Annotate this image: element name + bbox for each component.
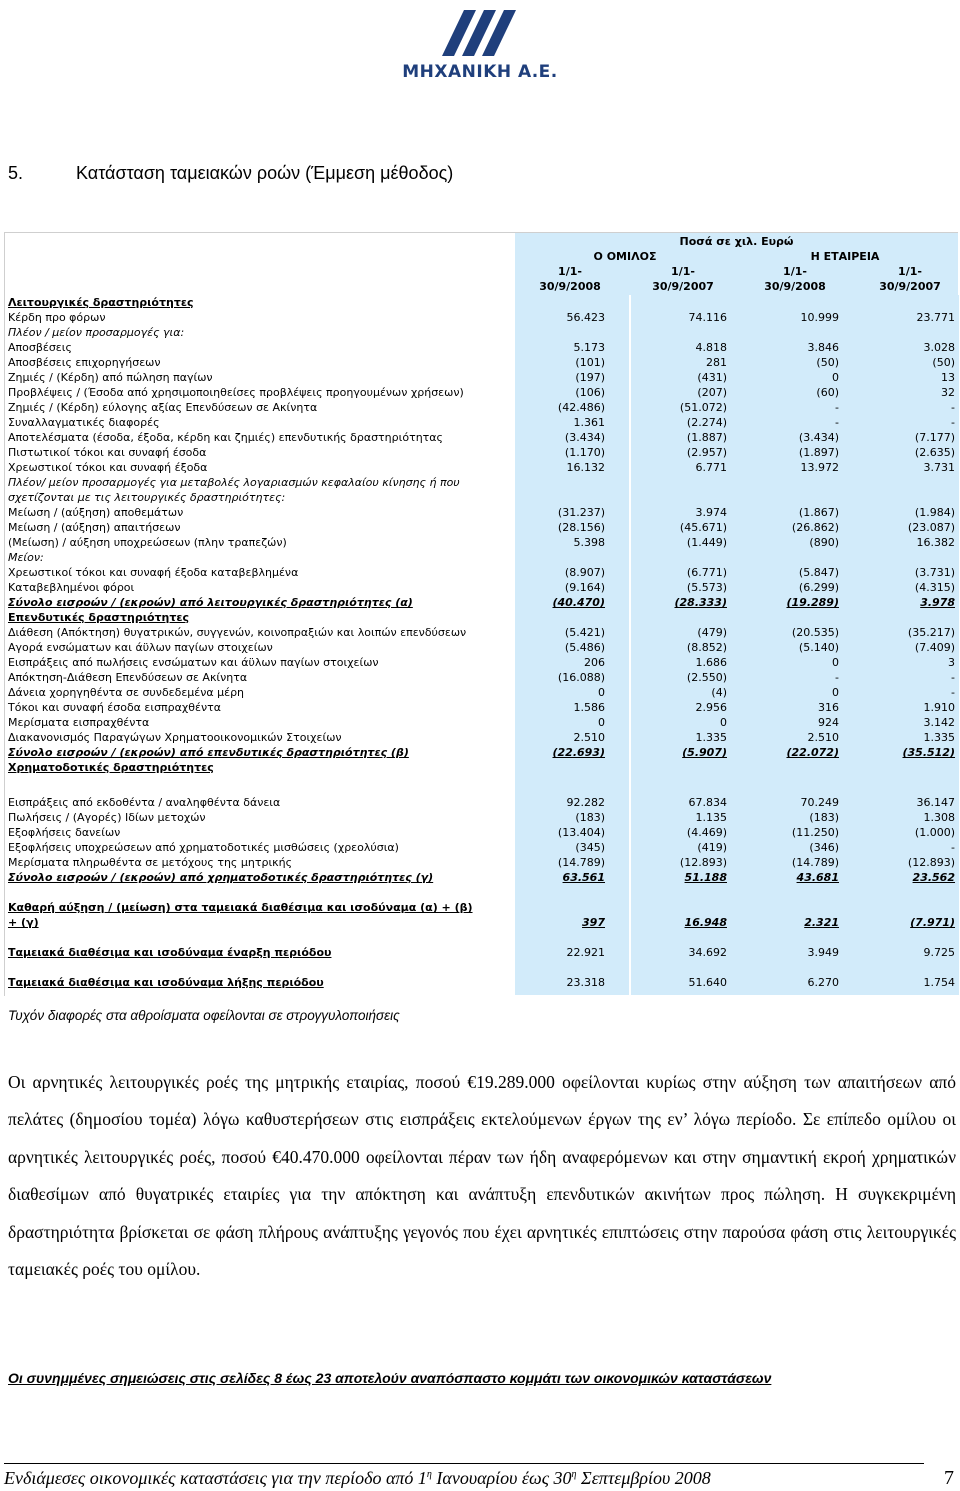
value-cell: 32 [941,386,955,399]
value-cell: (1.867) [798,506,839,519]
value-cell: 16.948 [684,916,727,929]
row-label: Ζημιές / (Κέρδη) από πώληση παγίων [8,371,213,384]
value-cell: (197) [575,371,605,384]
table-row [5,430,958,445]
value-cell: (14.789) [557,856,605,869]
company-logo [380,6,580,84]
value-cell: (50) [816,356,839,369]
value-cell: 4.818 [695,341,727,354]
value-cell: (890) [809,536,839,549]
section-heading: Κατάσταση ταμειακών ροών (Έμμεση μέθοδος) [76,163,454,183]
value-cell: (22.693) [552,746,605,759]
value-cell: (5.486) [564,641,605,654]
value-cell: (5.140) [798,641,839,654]
value-cell: (60) [816,386,839,399]
value-cell: (7.177) [914,431,955,444]
table-row [5,975,958,990]
table-row [5,810,958,825]
row-label: Πλέον/ μείον προσαρμογές για μεταβολές λογαριασμών κεφαλαίου κίνησης ή που [8,476,460,489]
row-label: Καθαρή αύξηση / (μείωση) στα ταμειακά διαθέσιμα και ισοδύναμα (α) + (β) [8,901,473,914]
value-cell: - [951,401,955,414]
value-cell: (22.072) [786,746,839,759]
row-label: + (γ) [8,916,39,929]
row-label: Σύνολο εισροών / (εκροών) από χρηματοδοτικές δραστηριότητες (γ) [8,871,434,884]
table-row [5,505,958,520]
value-cell: (2.957) [686,446,727,459]
footer-text [4,1468,711,1489]
row-label: Πλέον / μείον προσαρμογές για: [8,326,185,339]
value-cell: (8.907) [564,566,605,579]
value-cell: (1.887) [686,431,727,444]
row-label: Επενδυτικές δραστηριότητες [8,611,190,624]
table-row [5,610,958,625]
table-row [5,730,958,745]
value-cell: (23.087) [907,521,955,534]
value-cell: 1.335 [695,731,727,744]
value-cell: (35.217) [907,626,955,639]
table-row [5,840,958,855]
value-cell: 1.135 [695,811,727,824]
value-cell: 2.510 [807,731,839,744]
table-row [5,945,958,960]
value-cell: 23.318 [566,976,605,989]
value-cell: (2.635) [914,446,955,459]
table-row [5,700,958,715]
company-label: Η ΕΤΑΙΡΕΙΑ [810,250,880,263]
value-cell: 1.686 [695,656,727,669]
row-label: Μερίσματα πληρωθέντα σε μετόχους της μητρικής [8,856,293,869]
row-label: Συναλλαγματικές διαφορές [8,416,160,429]
column-header: 1/1- [898,265,922,278]
value-cell: (4.315) [914,581,955,594]
column-header: 1/1- [671,265,695,278]
table-row [5,685,958,700]
column-header: 30/9/2007 [879,280,941,293]
value-cell: (42.486) [557,401,605,414]
table-row [5,640,958,655]
value-cell: (1.170) [564,446,605,459]
table-row [5,490,958,505]
value-cell: - [835,416,839,429]
value-cell: 3.974 [695,506,727,519]
value-cell: (207) [697,386,727,399]
value-cell: (3.731) [914,566,955,579]
value-cell: 34.692 [688,946,727,959]
value-cell: - [835,401,839,414]
value-cell: (5.907) [682,746,727,759]
column-header: 1/1- [783,265,807,278]
table-row [5,915,958,930]
value-cell: 3.028 [923,341,955,354]
table-row [5,385,958,400]
value-cell: 13.972 [800,461,839,474]
value-cell: 3 [948,656,955,669]
row-label: Χρηματοδοτικές δραστηριότητες [8,761,214,774]
value-cell: 1.754 [923,976,955,989]
value-cell: 22.921 [566,946,605,959]
row-label: Σύνολο εισροών / (εκροών) από λειτουργικές δραστηριότητες (α) [8,596,413,609]
table-row [5,340,958,355]
value-cell: 3.142 [923,716,955,729]
cash-flow-table [4,232,958,996]
footer-superscript: η [426,1469,432,1480]
table-row [5,670,958,685]
table-row [5,415,958,430]
section-number: 5. [8,163,24,183]
value-cell: (8.852) [686,641,727,654]
row-label: Εισπράξεις από πωλήσεις ενσώματων και άϋλων παγίων στοιχείων [8,656,379,669]
row-label: Απόκτηση-Διάθεση Επενδύσεων σε Ακίνητα [8,671,248,684]
value-cell: (19.289) [786,596,839,609]
row-label: Αποσβέσεις [8,341,72,354]
value-cell: 10.999 [800,311,839,324]
value-cell: 3.846 [807,341,839,354]
value-cell: (7.971) [910,916,955,929]
row-label: Μείωση / (αύξηση) αποθεμάτων [8,506,184,519]
value-cell: 3.731 [923,461,955,474]
row-label: Μερίσματα εισπραχθέντα [8,716,150,729]
value-cell: 16.132 [566,461,605,474]
value-cell: (6.771) [686,566,727,579]
row-label: Σύνολο εισροών / (εκροών) από επενδυτικές δραστηριότητες (β) [8,746,409,759]
value-cell: 3.978 [920,596,955,609]
footer-text-part: Σεπτεμβρίου 2008 [576,1468,711,1488]
value-cell: (7.409) [914,641,955,654]
value-cell: 281 [706,356,727,369]
value-cell: 23.771 [916,311,955,324]
value-cell: - [951,671,955,684]
value-cell: (12.893) [679,856,727,869]
row-label: σχετίζονται με τις λειτουργικές δραστηριότητες: [8,491,286,504]
value-cell: (35.512) [902,746,955,759]
value-cell: 36.147 [916,796,955,809]
table-row [5,900,958,915]
value-cell: (2.550) [686,671,727,684]
row-label: Αποτελέσματα (έσοδα, έξοδα, κέρδη και ζημιές) επενδυτικής δραστηριότητας [8,431,444,444]
notes-statement: Οι συνημμένες σημειώσεις στις σελίδες 8 έως 23 αποτελούν αναπόσπαστο κομμάτι των οικονομικών καταστάσεων [8,1370,772,1386]
value-cell: - [951,686,955,699]
value-cell: - [951,841,955,854]
value-cell: (5.421) [564,626,605,639]
value-cell: 16.382 [916,536,955,549]
row-label: Εξοφλήσεις δανείων [8,826,121,839]
value-cell: (4) [711,686,727,699]
row-label: Χρεωστικοί τόκοι και συναφή έξοδα [8,461,208,474]
value-cell: 0 [598,716,605,729]
amounts-label: Ποσά σε χιλ. Ευρώ [679,235,794,248]
value-cell: (28.333) [674,596,727,609]
value-cell: (1.000) [914,826,955,839]
value-cell: 3.949 [807,946,839,959]
value-cell: (45.671) [679,521,727,534]
row-label: Πιστωτικοί τόκοι και συναφή έσοδα [8,446,207,459]
table-row [5,400,958,415]
table-row [5,520,958,535]
table-row [5,295,958,310]
value-cell: 74.116 [688,311,727,324]
value-cell: 92.282 [566,796,605,809]
column-header: 30/9/2008 [764,280,826,293]
column-header: 1/1- [558,265,582,278]
value-cell: 5.398 [573,536,605,549]
value-cell: 56.423 [566,311,605,324]
row-label: Προβλέψεις / (Έσοδα από χρησιμοποιηθείσες προβλέψεις προηγουμένων χρήσεων) [8,386,464,399]
column-header: 30/9/2008 [539,280,601,293]
value-cell: (4.469) [686,826,727,839]
row-label: Εισπράξεις από εκδοθέντα / αναληφθέντα δάνεια [8,796,281,809]
row-label: (Μείωση) / αύξηση υποχρεώσεων (πλην τραπεζών) [8,536,287,549]
value-cell: (106) [575,386,605,399]
value-cell: (26.862) [791,521,839,534]
value-cell: (14.789) [791,856,839,869]
value-cell: 43.681 [796,871,839,884]
value-cell: (479) [697,626,727,639]
value-cell: (346) [809,841,839,854]
value-cell: 1.308 [923,811,955,824]
value-cell: (5.847) [798,566,839,579]
value-cell: (1.984) [914,506,955,519]
rounding-note: Τυχόν διαφορές στα αθροίσματα οφείλονται σε στρογγυλοποιήσεις [8,1008,400,1023]
value-cell: 0 [720,716,727,729]
value-cell: (6.299) [798,581,839,594]
value-cell: 0 [832,371,839,384]
section-title [8,163,453,184]
table-row [5,795,958,810]
table-row [5,715,958,730]
value-cell: (3.434) [798,431,839,444]
row-label: Ταμειακά διαθέσιμα και ισοδύναμα έναρξη περιόδου [8,946,332,959]
row-label: Καταβεβλημένοι φόροι [8,581,135,594]
value-cell: 1.361 [573,416,605,429]
table-row [5,445,958,460]
row-label: Λειτουργικές δραστηριότητες [8,296,194,309]
value-cell: (16.088) [557,671,605,684]
value-cell: 1.335 [923,731,955,744]
table-row [5,355,958,370]
value-cell: 51.188 [684,871,727,884]
value-cell: 924 [818,716,839,729]
value-cell: - [951,416,955,429]
table-row [5,745,958,760]
row-label: Ταμειακά διαθέσιμα και ισοδύναμα λήξης περιόδου [8,976,324,989]
value-cell: (101) [575,356,605,369]
value-cell: 51.640 [688,976,727,989]
row-label: Χρεωστικοί τόκοι και συναφή έξοδα καταβεβλημένα [8,566,299,579]
value-cell: 9.725 [923,946,955,959]
table-row [5,310,958,325]
row-label: Αποσβέσεις επιχορηγήσεων [8,356,161,369]
value-cell: (13.404) [557,826,605,839]
value-cell: 23.562 [912,871,955,884]
value-cell: - [835,671,839,684]
row-label: Ζημιές / (Κέρδη) εύλογης αξίας Επενδύσεων σε Ακίνητα [8,401,318,414]
value-cell: 67.834 [688,796,727,809]
row-label: Δάνεια χορηγηθέντα σε συνδεδεμένα μέρη [8,686,245,699]
value-cell: 2.321 [804,916,839,929]
value-cell: (11.250) [791,826,839,839]
value-cell: (51.072) [679,401,727,414]
page-number: 7 [944,1467,954,1489]
value-cell: 5.173 [573,341,605,354]
row-label: Πωλήσεις / (Αγορές) Ιδίων μετοχών [8,811,206,824]
value-cell: 63.561 [562,871,605,884]
table-row [5,825,958,840]
table-row [5,565,958,580]
row-label: Εξοφλήσεις υποχρεώσεων από χρηματοδοτικές μισθώσεις (χρεολύσια) [8,841,399,854]
value-cell: 6.270 [807,976,839,989]
footer-divider [4,1463,924,1464]
value-cell: 1.586 [573,701,605,714]
value-cell: (431) [697,371,727,384]
value-cell: (3.434) [564,431,605,444]
table-row [5,655,958,670]
table-row [5,475,958,490]
value-cell: (1.897) [798,446,839,459]
row-label: Διάθεση (Απόκτηση) θυγατρικών, συγγενών, κοινοπραξιών και λοιπών επενδύσεων [8,626,467,639]
row-label: Μείον: [8,551,44,564]
value-cell: 1.910 [923,701,955,714]
value-cell: (28.156) [557,521,605,534]
value-cell: (12.893) [907,856,955,869]
value-cell: (2.274) [686,416,727,429]
footer-superscript: η [571,1469,577,1480]
table-row [5,870,958,885]
value-cell: 0 [598,686,605,699]
row-label: Τόκοι και συναφή έσοδα εισπραχθέντα [8,701,221,714]
value-cell: 397 [582,916,605,929]
row-label: Μείωση / (αύξηση) απαιτήσεων [8,521,181,534]
table-row [5,855,958,870]
value-cell: (183) [809,811,839,824]
value-cell: (31.237) [557,506,605,519]
company-name: ΜΗΧΑΝΙΚΗ Α.Ε. [402,62,558,82]
value-cell: (183) [575,811,605,824]
table-row [5,535,958,550]
row-label: Κέρδη προ φόρων [8,311,106,324]
value-cell: 13 [941,371,955,384]
footer-text-part: Ιανουαρίου έως 30 [431,1468,572,1488]
value-cell: 2.510 [573,731,605,744]
value-cell: 0 [832,686,839,699]
value-cell: 316 [818,701,839,714]
value-cell: 2.956 [695,701,727,714]
table-row [5,580,958,595]
footer-text-part: Ενδιάμεσες οικονομικές καταστάσεις για την περίοδο από 1 [4,1468,427,1488]
value-cell: (1.449) [686,536,727,549]
value-cell: 70.249 [800,796,839,809]
table-row [5,460,958,475]
value-cell: (5.573) [686,581,727,594]
commentary-paragraph: Οι αρνητικές λειτουργικές ροές της μητρικής εταιρίας, ποσού €19.289.000 οφείλονται κυρίως στην αύξηση των απαιτήσεων από πελάτες (δημοσίου τομέα) λόγω καθυστερήσεων στις εισπράξεις εκτελούμενων έργων της εν’ λόγω περίοδο. Σε επίπεδο ομίλου οι αρνητικές λειτουργικές ροές, ποσού €40.470.000 οφείλονται πέραν των ήδη αναφερόμενων και στην σημαντική εκροή χρηματικών διαθεσίμων από θυγατρικές εταιρίες για την απόκτηση και ανάπτυξη επενδυτικών ακινήτων προς πώληση. Η συγκεκριμένη δραστηριότητα βρίσκεται σε φάση πλήρους ανάπτυξης γεγονός που έχει αρνητικές επιπτώσεις στην παρούσα φάση στις λειτουργικές ταμειακές ροές του ομίλου. [8,1072,956,1280]
table-row [5,625,958,640]
value-cell: 0 [832,656,839,669]
table-row [5,550,958,565]
table-row [5,370,958,385]
row-label: Διακανονισμός Παραγώγων Χρηματοοικονομικών Στοιχείων [8,731,342,744]
value-cell: 6.771 [695,461,727,474]
logo-mark-icon [440,6,520,58]
value-cell: 206 [584,656,605,669]
value-cell: (419) [697,841,727,854]
value-cell: (50) [932,356,955,369]
value-cell: (345) [575,841,605,854]
column-header: 30/9/2007 [652,280,714,293]
table-row [5,595,958,610]
table-row [5,760,958,775]
value-cell: (20.535) [791,626,839,639]
value-cell: (9.164) [564,581,605,594]
row-label: Αγορά ενσώματων και άϋλων παγίων στοιχείων [8,641,273,654]
value-cell: (40.470) [552,596,605,609]
group-label: Ο ΟΜΙΛΟΣ [593,250,657,263]
table-row [5,325,958,340]
